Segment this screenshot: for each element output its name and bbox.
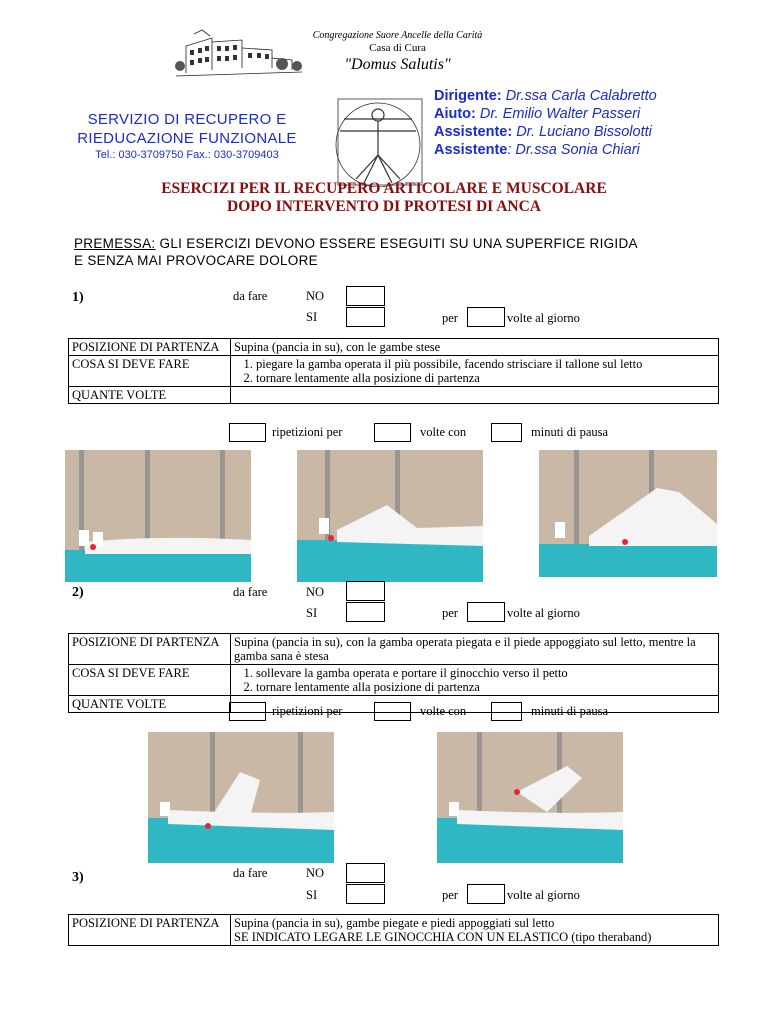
exercise-photo: [297, 450, 483, 582]
house-name: Casa di Cura: [369, 42, 426, 54]
no-checkbox[interactable]: [346, 863, 385, 883]
document-title: ESERCIZI PER IL RECUPERO ARTICOLARE E MUSCOLARE DOPO INTERVENTO DI PROTESI DI ANCA: [161, 180, 607, 215]
service-line-1: SERVIZIO DI RECUPERO E: [87, 111, 287, 128]
service-block: [52, 110, 322, 162]
vitruvian-man-logo: [318, 97, 430, 187]
exercise-number: 1): [72, 290, 84, 305]
posizione-value: Supina (pancia in su), con la gamba operata piegata e il piede appoggiato sul letto, mentre la gamba sana è stesa: [231, 634, 719, 665]
ripetizioni-label: ripetizioni per: [272, 425, 343, 439]
step-item: 2. tornare lentamente alla posizione di partenza: [256, 680, 715, 694]
exercise-photo: [148, 732, 334, 863]
exercise-number: 3): [72, 870, 84, 885]
staff-row: Assistente: Dr. Luciano Bissolotti: [434, 124, 652, 140]
posizione-extra: SE INDICATO LEGARE LE GINOCCHIA CON UN ELASTICO (tipo theraband): [234, 930, 652, 944]
premessa-label: PREMESSA:: [74, 236, 156, 251]
staff-row: Aiuto: Dr. Emilio Walter Passeri: [434, 106, 641, 122]
no-label: NO: [306, 585, 325, 599]
step-item: 1. piegare la gamba operata il più possibile, facendo strisciare il tallone sul letto: [256, 357, 715, 371]
exercise-number: 2): [72, 585, 84, 600]
exercise-table: [68, 633, 719, 713]
ripetizioni-label: ripetizioni per: [272, 704, 343, 718]
no-checkbox[interactable]: [346, 286, 385, 306]
no-label: NO: [306, 866, 325, 880]
volte-con-label: volte con: [420, 425, 467, 439]
step-item: 1. sollevare la gamba operata e portare il ginocchio verso il petto: [256, 666, 715, 680]
si-checkbox[interactable]: [346, 307, 385, 327]
quante-header: QUANTE VOLTE: [69, 696, 231, 713]
posizione-value: Supina (pancia in su), con le gambe stese: [231, 339, 719, 356]
posizione-value: Supina (pancia in su), gambe piegate e piedi appoggiati sul letto SE INDICATO LEGARE LE GINOCCHIA CON UN ELASTICO (tipo theraband): [231, 915, 719, 946]
volte-al-giorno-label: volte al giorno: [507, 311, 580, 325]
posizione-header: POSIZIONE DI PARTENZA: [69, 339, 231, 356]
no-label: NO: [306, 289, 325, 303]
cosa-steps: [231, 665, 719, 696]
exercise-table: [68, 914, 719, 946]
da-fare-label: da fare: [233, 289, 268, 303]
clinic-name: "Domus Salutis": [344, 56, 451, 73]
volte-al-giorno-label: volte al giorno: [507, 888, 580, 902]
staff-row: Dirigente: Dr.ssa Carla Calabretto: [434, 88, 657, 104]
da-fare-label: da fare: [233, 585, 268, 599]
volte-con-label: volte con: [420, 704, 467, 718]
phone-fax: Tel.: 030-3709750 Fax.: 030-3709403: [95, 149, 279, 161]
pause-field[interactable]: [491, 702, 522, 721]
posizione-header: POSIZIONE DI PARTENZA: [69, 634, 231, 665]
si-label: SI: [306, 888, 318, 902]
sets-field[interactable]: [374, 702, 411, 721]
pause-field[interactable]: [491, 423, 522, 442]
clinic-building-logo: [172, 28, 307, 83]
staff-list: [434, 87, 657, 159]
congregation-name: Congregazione Suore Ancelle della Carità: [312, 30, 483, 41]
minuti-label: minuti di pausa: [531, 425, 609, 439]
quante-row: [231, 387, 719, 404]
quante-header: QUANTE VOLTE: [69, 387, 231, 404]
cosa-header: COSA SI DEVE FARE: [69, 665, 231, 696]
staff-row: Assistente: Dr.ssa Sonia Chiari: [434, 142, 640, 158]
times-per-day-field[interactable]: [467, 307, 505, 327]
repetitions-field[interactable]: [229, 423, 266, 442]
sets-field[interactable]: [374, 423, 411, 442]
da-fare-label: da fare: [233, 866, 268, 880]
exercise-photo: [65, 450, 251, 582]
si-checkbox[interactable]: [346, 602, 385, 622]
si-label: SI: [306, 606, 318, 620]
exercise-table: [68, 338, 719, 404]
si-checkbox[interactable]: [346, 884, 385, 904]
per-label: per: [442, 606, 458, 620]
step-item: 2. tornare lentamente alla posizione di partenza: [256, 371, 715, 385]
service-line-2: RIEDUCAZIONE FUNZIONALE: [77, 130, 297, 147]
premessa: PREMESSA: GLI ESERCIZI DEVONO ESSERE ESEGUITI SU UNA SUPERFICE RIGIDA E SENZA MAI PROVOCARE DOLORE: [74, 236, 638, 268]
exercise-photo: [437, 732, 623, 863]
exercise-photo: [539, 450, 717, 577]
repetitions-field[interactable]: [229, 702, 266, 721]
si-label: SI: [306, 310, 318, 324]
cosa-header: COSA SI DEVE FARE: [69, 356, 231, 387]
times-per-day-field[interactable]: [467, 884, 505, 904]
volte-al-giorno-label: volte al giorno: [507, 606, 580, 620]
minuti-label: minuti di pausa: [531, 704, 609, 718]
per-label: per: [442, 888, 458, 902]
no-checkbox[interactable]: [346, 581, 385, 601]
cosa-steps: [231, 356, 719, 387]
clinic-letterhead: [310, 29, 485, 75]
per-label: per: [442, 311, 458, 325]
posizione-header: POSIZIONE DI PARTENZA: [69, 915, 231, 946]
times-per-day-field[interactable]: [467, 602, 505, 622]
